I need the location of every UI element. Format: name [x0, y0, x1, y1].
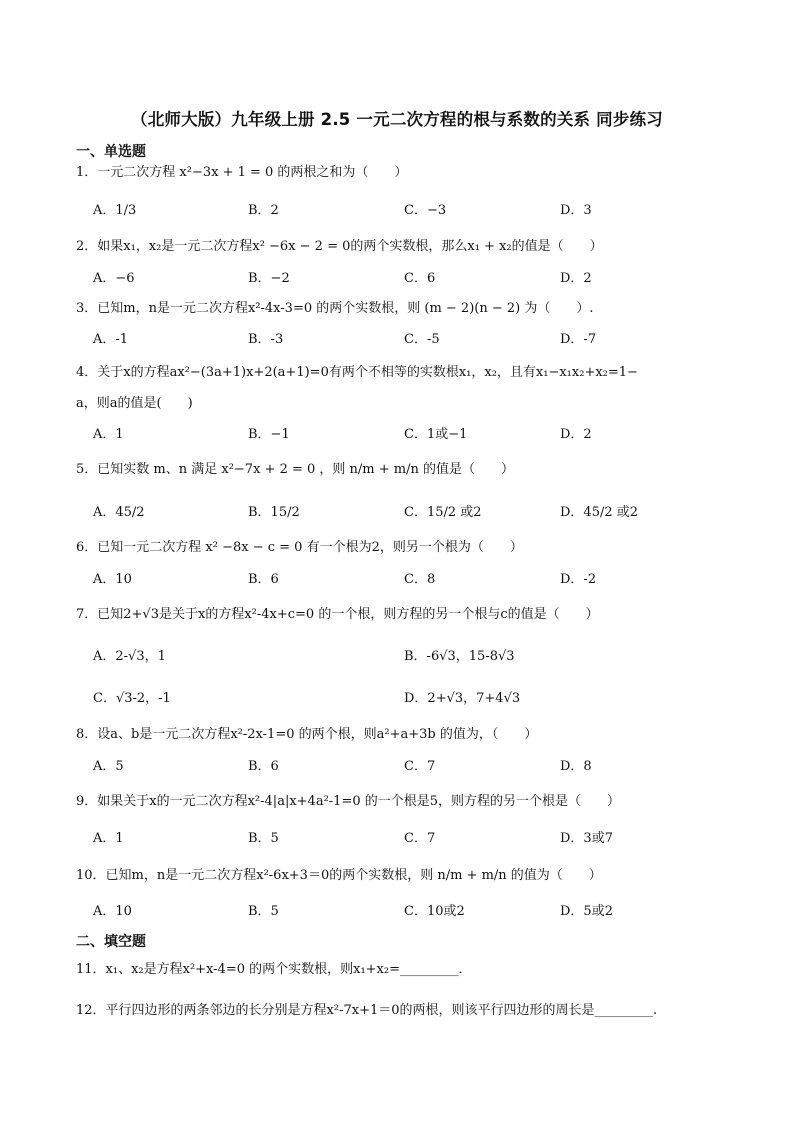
question-8-stem: 8．设a、b是一元二次方程x²-2x-1=0 的两个根，则a²+a+3b 的值为，（ ） [76, 727, 538, 742]
question-4-stem-line2: a，则a的值是( ) [76, 396, 193, 411]
question-10-stem: 10．已知m，n是一元二次方程x²-6x+3＝0的两个实数根，则 n/m + m/n 的值为（ ） [76, 868, 602, 883]
question-11-stem: 11．x₁、x₂是方程x²+x-4=0 的两个实数根，则x₁+x₂=_________． [76, 962, 472, 977]
question-10-option-c: C．10或2 [404, 904, 465, 919]
question-5-option-b: B．15/2 [248, 505, 300, 520]
question-7-option-c: C．√3-2，-1 [93, 691, 171, 706]
question-6-option-d: D．-2 [560, 572, 597, 587]
question-8-option-b: B．6 [248, 759, 279, 774]
question-9-option-c: C．7 [404, 831, 436, 846]
question-4-option-d: D．2 [560, 427, 592, 442]
page-title: （北师大版）九年级上册 2.5 一元二次方程的根与系数的关系 同步练习 [131, 110, 663, 129]
question-6-option-a: A．10 [93, 572, 132, 587]
question-1-option-c: C．−3 [404, 203, 447, 218]
question-7-stem: 7．已知2+√3是关于x的方程x²-4x+c=0 的一个根，则方程的另一个根与c的值是（ ） [76, 607, 599, 622]
question-6-option-c: C．8 [404, 572, 436, 587]
question-1-stem: 1．一元二次方程 x²−3x + 1 = 0 的两根之和为（ ） [76, 165, 408, 180]
question-3-option-b: B．-3 [248, 332, 284, 347]
question-4-stem-line1: 4．关于x的方程ax²−(3a+1)x+2(a+1)=0有两个不相等的实数根x₁，x₂，且有x₁−x₁x₂+x₂=1− [76, 365, 638, 380]
question-4-option-a: A．1 [93, 427, 124, 442]
section-heading-single-choice: 一、单选题 [76, 144, 146, 160]
question-7-option-a: A．2-√3，1 [93, 649, 166, 664]
question-6-option-b: B．6 [248, 572, 279, 587]
question-7-option-d: D．2+√3，7+4√3 [404, 691, 521, 706]
question-7-option-b: B．-6√3，15-8√3 [404, 649, 515, 664]
question-2-option-a: A．−6 [93, 271, 135, 286]
question-12-stem: 12．平行四边形的两条邻边的长分别是方程x²-7x+1＝0的两根，则该平行四边形的周长是_________. [76, 1003, 658, 1018]
question-10-option-b: B．5 [248, 904, 279, 919]
question-6-stem: 6．已知一元二次方程 x² −8x − c = 0 有一个根为2，则另一个根为（ ） [76, 540, 523, 555]
question-10-option-d: D．5或2 [560, 904, 613, 919]
question-10-option-a: A．10 [93, 904, 132, 919]
question-1-option-b: B．2 [248, 203, 279, 218]
question-2-option-d: D．2 [560, 271, 592, 286]
question-3-option-c: C．-5 [404, 332, 440, 347]
question-5-stem: 5．已知实数 m、n 满足 x²−7x + 2 = 0 ，则 n/m + m/n 的值是（ ） [76, 462, 514, 477]
question-1-option-a: A．1/3 [93, 203, 137, 218]
question-1-option-d: D．3 [560, 203, 592, 218]
question-9-stem: 9．如果关于x的一元二次方程x²-4|a|x+4a²-1=0 的一个根是5，则方程的另一个根是（ ） [76, 794, 621, 809]
question-5-option-a: A．45/2 [93, 505, 145, 520]
question-8-option-a: A．5 [93, 759, 124, 774]
question-3-option-a: A．-1 [93, 332, 129, 347]
question-9-option-a: A．1 [93, 831, 124, 846]
question-5-option-c: C．15/2 或2 [404, 505, 482, 520]
question-9-option-b: B．5 [248, 831, 279, 846]
question-2-option-c: C．6 [404, 271, 436, 286]
section-heading-fill-blank: 二、填空题 [76, 934, 146, 950]
question-8-option-d: D．8 [560, 759, 592, 774]
question-2-option-b: B．−2 [248, 271, 290, 286]
question-9-option-d: D．3或7 [560, 831, 613, 846]
question-8-option-c: C．7 [404, 759, 436, 774]
question-3-option-d: D．-7 [560, 332, 597, 347]
question-2-stem: 2．如果x₁，x₂是一元二次方程x² −6x − 2 = 0的两个实数根，那么x₁ + x₂的值是（ ） [76, 239, 603, 254]
question-3-stem: 3．已知m，n是一元二次方程x²-4x-3=0 的两个实数根，则 (m − 2)(n − 2) 为（ ）. [76, 301, 594, 316]
question-5-option-d: D．45/2 或2 [560, 505, 639, 520]
question-4-option-c: C．1或−1 [404, 427, 468, 442]
question-4-option-b: B．−1 [248, 427, 290, 442]
